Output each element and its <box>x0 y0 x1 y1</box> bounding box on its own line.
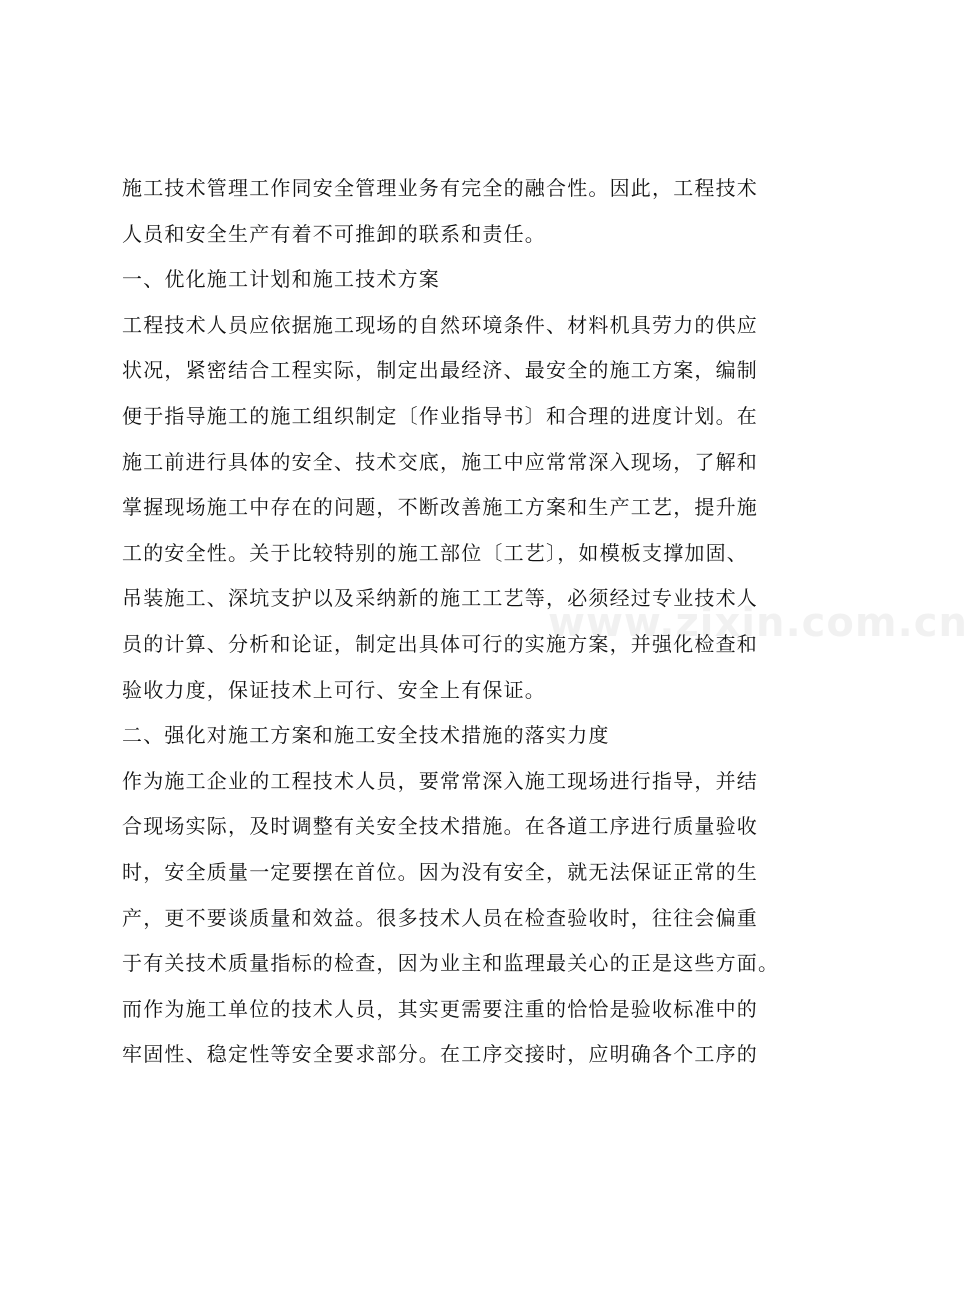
text-line: 状况，紧密结合工程实际，制定出最经济、最安全的施工方案，编制 <box>122 358 758 383</box>
section-heading: 二、强化对施工方案和施工安全技术措施的落实力度 <box>122 723 610 748</box>
text-line: 而作为施工单位的技术人员，其实更需要注重的恰恰是验收标准中的 <box>122 996 758 1021</box>
text-line: 于有关技术质量指标的检查，因为业主和监理最关心的正是这些方面。 <box>122 951 780 976</box>
text-line: 工程技术人员应依据施工现场的自然环境条件、材料机具劳力的供应 <box>122 312 758 337</box>
text-line: 便于指导施工的施工组织制定〔作业指导书〕和合理的进度计划。在 <box>122 403 758 428</box>
text-line: 验收力度，保证技术上可行、安全上有保证。 <box>122 677 546 702</box>
text-line: 合现场实际，及时调整有关安全技术措施。在各道工序进行质量验收 <box>122 814 758 839</box>
text-line: 牢固性、稳定性等安全要求部分。在工序交接时，应明确各个工序的 <box>122 1042 758 1067</box>
section-heading: 一、优化施工计划和施工技术方案 <box>122 267 440 292</box>
text-line: 人员和安全生产有着不可推卸的联系和责任。 <box>122 221 546 246</box>
text-line: 产，更不要谈质量和效益。很多技术人员在检查验收时，往往会偏重 <box>122 905 758 930</box>
text-line: 施工技术管理工作同安全管理业务有完全的融合性。因此，工程技术 <box>122 176 758 200</box>
text-line: 员的计算、分析和论证，制定出具体可行的实施方案，并强化检查和 <box>122 631 758 656</box>
text-line: 工的安全性。关于比较特别的施工部位〔工艺〕，如模板支撑加固、 <box>122 540 748 565</box>
text-line: 吊装施工、深坑支护以及采纳新的施工工艺等，必须经过专业技术人 <box>122 586 758 611</box>
text-line: 掌握现场施工中存在的问题，不断改善施工方案和生产工艺，提升施 <box>122 495 758 520</box>
text-line: 时，安全质量一定要摆在首位。因为没有安全，就无法保证正常的生 <box>122 859 758 884</box>
watermark: www.zixin.com.cn <box>548 600 968 646</box>
text-line: 作为施工企业的工程技术人员，要常常深入施工现场进行指导，并结 <box>122 768 758 793</box>
text-line: 施工前进行具体的安全、技术交底，施工中应常常深入现场，了解和 <box>122 449 758 474</box>
